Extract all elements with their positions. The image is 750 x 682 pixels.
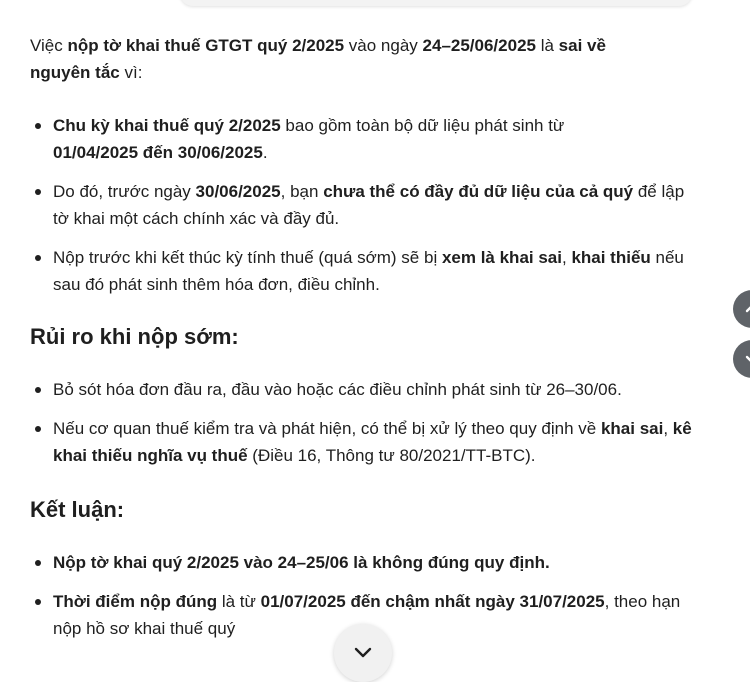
intro-text: vì: <box>119 63 143 82</box>
text: để lập tờ khai một cách chính xác và đầy đủ. <box>53 182 685 228</box>
text: nếu sau đó phát sinh thêm hóa đơn, điều chỉnh. <box>53 248 684 294</box>
text: , <box>663 419 673 438</box>
bold-text: Chu kỳ khai thuế quý 2/2025 <box>53 116 281 135</box>
bold-text: Nộp tờ khai quý 2/2025 vào 24–25/06 là không đúng quy định. <box>53 553 550 572</box>
text: , <box>561 248 572 267</box>
intro-text: vào ngày <box>344 36 423 55</box>
list-item <box>30 549 698 576</box>
jump-to-bottom-button[interactable] <box>334 624 392 682</box>
bold-text: khai thiếu <box>571 248 651 267</box>
risks-list <box>30 376 698 469</box>
top-input-bar[interactable] <box>180 0 692 6</box>
text: Do đó, trước ngày <box>53 182 196 201</box>
list-item <box>30 376 698 403</box>
reasons-list <box>30 112 698 298</box>
bold-text: 30/06/2025 <box>195 182 281 201</box>
intro-text: là <box>535 36 559 55</box>
bold-text: xem là khai sai <box>441 248 562 267</box>
list-item <box>30 244 698 298</box>
text: (Điều 16, Thông tư 80/2021/TT-BTC). <box>247 446 536 465</box>
bold-text: kê khai thiếu nghĩa vụ thuế <box>53 419 692 465</box>
text: là từ <box>217 592 261 611</box>
chevron-down-icon <box>353 646 373 660</box>
intro-bold: sai về nguyên tắc <box>30 36 606 82</box>
bold-text: 01/07/2025 đến chậm nhất ngày 31/07/2025 <box>260 592 605 611</box>
text: , bạn <box>280 182 324 201</box>
intro-paragraph <box>30 32 670 86</box>
text: Nộp trước khi kết thúc kỳ tính thuế (quá sớm) sẽ bị <box>53 248 442 267</box>
text: Bỏ sót hóa đơn đầu ra, đầu vào hoặc các điều chỉnh phát sinh từ 26–30/06. <box>53 380 622 399</box>
text: . <box>262 143 268 162</box>
intro-bold: 24–25/06/2025 <box>422 36 536 55</box>
scroll-up-button[interactable] <box>733 290 750 328</box>
list-item <box>30 112 653 166</box>
intro-text: Việc <box>30 36 68 55</box>
bold-text: 01/04/2025 đến 30/06/2025 <box>53 143 263 162</box>
chevron-up-icon <box>743 300 750 318</box>
list-item <box>30 415 698 469</box>
text: Nếu cơ quan thuế kiểm tra và phát hiện, có thể bị xử lý theo quy định về <box>53 419 601 438</box>
chevron-down-icon <box>743 350 750 368</box>
answer-content <box>30 32 698 642</box>
intro-bold: nộp tờ khai thuế GTGT quý 2/2025 <box>67 36 345 55</box>
bold-text: khai sai <box>600 419 664 438</box>
bold-text: chưa thể có đầy đủ dữ liệu của cả quý <box>323 182 634 201</box>
list-item <box>30 178 698 232</box>
section-heading-risks: Rủi ro khi nộp sớm: <box>30 324 239 349</box>
text: , theo hạn nộp hồ sơ khai thuế quý <box>53 592 681 638</box>
bold-text: Thời điểm nộp đúng <box>53 592 218 611</box>
section-heading-conclusion: Kết luận: <box>30 497 125 522</box>
scroll-down-button[interactable] <box>733 340 750 378</box>
text: bao gồm toàn bộ dữ liệu phát sinh từ <box>280 116 565 135</box>
